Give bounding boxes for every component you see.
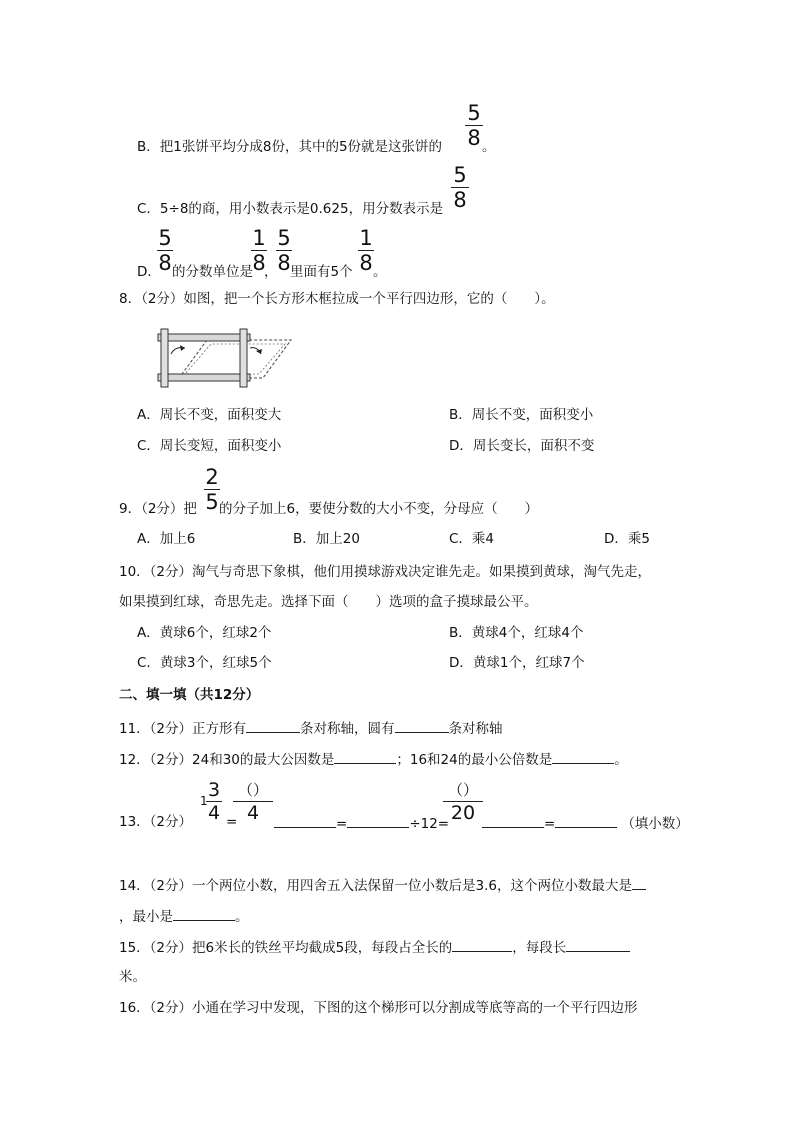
q7-option-d-fraction-4: 1 8 (359, 226, 373, 275)
q9-stem-pre: 9．（2分）把 (119, 501, 197, 517)
q9-fraction: 2 5 (205, 465, 219, 514)
q10-option-d: D．黄球1个，红球7个 (449, 655, 585, 671)
q11: 11．（2分）正方形有 条对称轴，圆有 条对称轴 (119, 718, 503, 738)
q7-option-c-fraction: 5 8 (451, 164, 469, 211)
q13-blank-4[interactable] (555, 813, 617, 828)
q13-mixed-fraction: 3 4 (207, 779, 221, 824)
q14-blank-1[interactable] (632, 875, 646, 890)
q10-option-a: A．黄球6个，红球2个 (137, 625, 272, 641)
q7-option-d-fraction-2: 1 8 (252, 226, 266, 275)
q7-option-c-text: C．5÷8的商，用小数表示是0.625，用分数表示是 (137, 201, 444, 217)
q7-option-d-fraction-1: 5 8 (158, 226, 172, 275)
q13-blank-3[interactable] (482, 813, 544, 828)
q7-option-d-comma: ， (264, 264, 278, 280)
q7-option-b (137, 138, 442, 156)
q14-line1: 14．（2分）一个两位小数，用四舍五入法保留一位小数后是3.6，这个两位小数最大是 (119, 875, 646, 895)
q7-option-d-fraction-3: 5 8 (277, 226, 291, 275)
section-heading: 二、填一填（共12分） (119, 687, 260, 703)
q10-stem-line1: 10．（2分）淘气与奇思下象棋，他们用摸球游戏决定谁先走。如果摸到黄球，淘气先走， (119, 564, 652, 580)
q13-blank-1[interactable] (274, 813, 336, 828)
q12: 12．（2分）24和30的最大公因数是 ；16和24的最小公倍数是 。 (119, 749, 628, 769)
frame-diagram (155, 326, 295, 388)
q14-blank-2[interactable] (173, 906, 235, 921)
q13-row-2: = （填小数） (482, 813, 689, 833)
q14-line2: ，最小是 。 (119, 906, 249, 926)
q8-option-d: D．周长变长，面积不变 (449, 438, 595, 454)
q13-fraction-3: （） 20 (443, 780, 483, 823)
q7-option-c (137, 200, 443, 218)
q10-option-b: B．黄球4个，红球4个 (449, 625, 584, 641)
q12-blank-2[interactable] (552, 749, 614, 764)
q8-stem: 8．（2分）如图，把一个长方形木框拉成一个平行四边形，它的（ ）。 (119, 291, 555, 307)
q9-option-c: C．乘4 (449, 531, 495, 547)
q7-option-b-end: 。 (482, 139, 496, 155)
q15-blank-2[interactable] (566, 937, 630, 952)
q13-eq-1: = (226, 814, 238, 830)
q9-option-d: D．乘5 (604, 531, 650, 547)
q15-blank-1[interactable] (452, 937, 512, 952)
q7-option-b-fraction: 5 8 (465, 102, 483, 149)
q16-line1: 16．（2分）小通在学习中发现，下图的这个梯形可以分割成等底等高的一个平行四边形 (119, 1000, 638, 1016)
q10-option-c: C．黄球3个，红球5个 (137, 655, 272, 671)
q10-stem-line2: 如果摸到红球，奇思先走。选择下面（ ）选项的盒子摸球最公平。 (119, 594, 538, 610)
q11-blank-2[interactable] (395, 718, 449, 733)
q8-option-c: C．周长变短，面积变小 (137, 438, 282, 454)
q12-blank-1[interactable] (334, 749, 396, 764)
q13-blank-2[interactable] (347, 813, 409, 828)
q8-option-a: A．周长不变，面积变大 (137, 407, 282, 423)
q9-option-a: A．加上6 (137, 531, 196, 547)
q7-option-d-label: D． (137, 264, 161, 280)
q11-blank-1[interactable] (246, 718, 300, 733)
q7-option-b-text: B．把1张饼平均分成8份，其中的5份就是这张饼的 (137, 139, 443, 155)
q9-option-b: B．加上20 (293, 531, 360, 547)
q7-option-d-end: 。 (373, 264, 387, 280)
q9-stem-post: 的分子加上6，要使分数的大小不变，分母应（ ） (219, 501, 539, 517)
q15-line2: 米。 (119, 969, 146, 985)
q15-line1: 15．（2分）把6米长的铁丝平均截成5段，每段占全长的 ，每段长 (119, 937, 630, 957)
q13-whole: 1 (200, 794, 208, 808)
q8-option-b: B．周长不变，面积变小 (449, 407, 594, 423)
q13-row: = ÷12= (274, 813, 449, 833)
q13-label: 13．（2分） (119, 814, 193, 830)
q13-fraction-2: （） 4 (233, 780, 273, 823)
q7-option-d-text-2: 里面有5个 (290, 264, 353, 280)
q7-option-d-text-1: 的分数单位是 (172, 264, 253, 280)
